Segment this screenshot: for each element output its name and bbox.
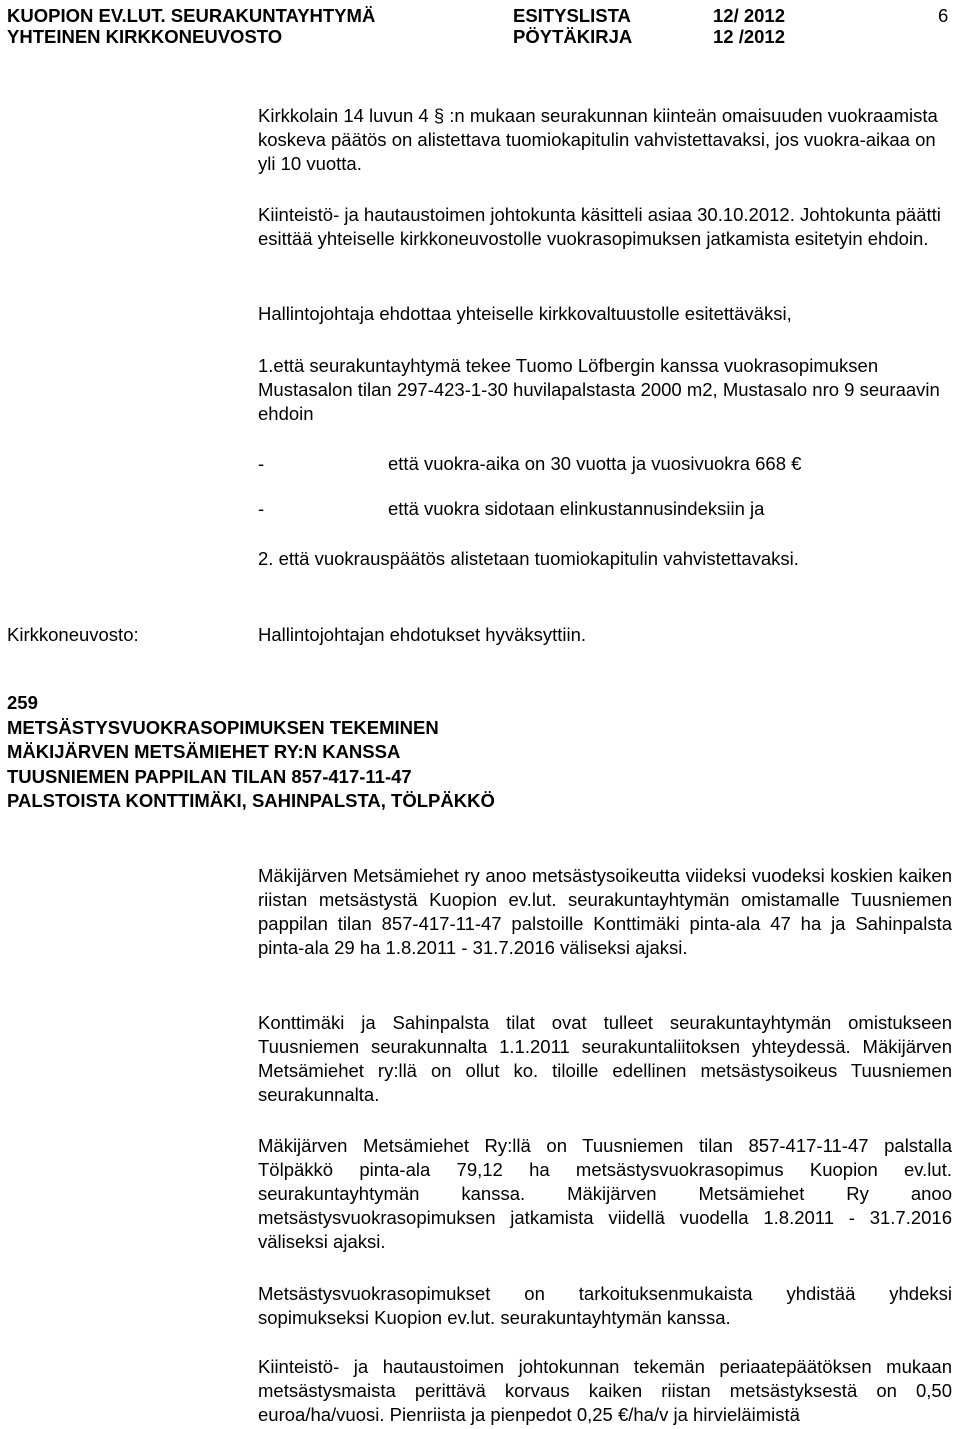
section-title-line: PALSTOISTA KONTTIMÄKI, SAHINPALSTA, TÖLPÄKKÖ	[7, 790, 495, 811]
section-paragraph-ownership	[258, 1011, 952, 1107]
header-org-line2: YHTEINEN KIRKKONEUVOSTO	[7, 26, 283, 47]
dash-marker: -	[258, 453, 265, 474]
paragraph-lease-item-2: 2. että vuokrauspäätös alistetaan tuomiokapitulin vahvistettavaksi.	[258, 548, 799, 569]
header-org-line1: KUOPION EV.LUT. SEURAKUNTAYHTYMÄ	[7, 5, 376, 26]
header-doc-line1: ESITYSLISTA	[513, 5, 631, 26]
dash-item-text: että vuokra sidotaan elinkustannusindeksiin ja	[388, 498, 765, 519]
decision-label: Kirkkoneuvosto:	[7, 624, 139, 645]
decision-text: Hallintojohtajan ehdotukset hyväksyttiin.	[258, 624, 587, 645]
section-paragraph-existing-lease	[258, 1134, 952, 1254]
paragraph-board-meeting	[258, 203, 952, 251]
header-organization	[7, 5, 375, 47]
section-title-line: MÄKIJÄRVEN METSÄMIEHET RY:N KANSSA	[7, 741, 401, 762]
header-num-line2: 12 /2012	[713, 26, 786, 47]
dash-item-text: että vuokra-aika on 30 vuotta ja vuosivuokra 668 €	[388, 453, 802, 474]
section-paragraph-compensation	[258, 1355, 952, 1427]
paragraph-text: Kiinteistö- ja hautaustoimen johtokunta käsitteli asiaa 30.10.2012. Johtokunta päätti esittää yhteiselle kirkkoneuvostolle vuokrasopimuksen jatkamista esitetyin ehdoin.	[258, 204, 941, 249]
section-title-line: METSÄSTYSVUOKRASOPIMUKSEN TEKEMINEN	[7, 716, 439, 738]
header-doc-line2: PÖYTÄKIRJA	[513, 26, 633, 47]
paragraph-text: Kiinteistö- ja hautaustoimen johtokunnan tekemän periaatepäätöksen mukaan metsästysmaista perittävä korvaus kaiken riistan metsästyksestä on 0,50 euroa/ha/vuosi. Pienriista ja pienpedot 0,25 €/ha/v ja hirvieläimistä	[258, 1356, 952, 1425]
header-num-line1: 12/ 2012	[713, 5, 786, 26]
paragraph-church-law	[258, 104, 952, 176]
paragraph-text: Mäkijärven Metsämiehet Ry:llä on Tuusniemen tilan 857-417-11-47 palstalla Tölpäkkö pinta-ala 79,12 ha metsästysvuokrasopimus Kuopion ev.lut. seurakuntayhtymän kanssa. Mäkijärven Metsämiehet Ry anoo metsästysvuokrasopimuksen jatkamista viidellä vuodella 1.8.2011 - 31.7.2016 väliseksi ajaksi.	[258, 1135, 952, 1252]
section-paragraph-combine	[258, 1282, 952, 1330]
paragraph-text: Mäkijärven Metsämiehet ry anoo metsästysoikeutta viideksi vuodeksi koskien kaiken riistan metsästystä Kuopion ev.lut. seurakuntayhtymän omistamalle Tuusniemen pappilan tilan 857-417-11-47 palstoille Konttimäki pinta-ala 47 ha ja Sahinpalsta pinta-ala 29 ha 1.8.2011 - 31.7.2016 väliseksi ajaksi.	[258, 865, 952, 958]
section-heading	[7, 691, 495, 814]
paragraph-text: Metsästysvuokrasopimukset on tarkoituksenmukaista yhdistää yhdeksi sopimukseksi Kuopion ev.lut. seurakuntayhtymän kanssa.	[258, 1283, 952, 1328]
page-number: 6	[938, 5, 949, 26]
header-document-type	[513, 5, 632, 47]
section-title-line: TUUSNIEMEN PAPPILAN TILAN 857-417-11-47	[7, 765, 412, 787]
section-number: 259	[7, 692, 38, 713]
paragraph-text: 1.että seurakuntayhtymä tekee Tuomo Löfbergin kanssa vuokrasopimuksen Mustasalon tilan 297-423-1-30 huvilapalstasta 2000 m2, Mustasalo nro 9 seuraavin ehdoin	[258, 355, 940, 424]
dash-marker: -	[258, 498, 265, 519]
header-meeting-number	[713, 5, 785, 47]
section-paragraph-application	[258, 864, 952, 960]
paragraph-proposal-intro: Hallintojohtaja ehdottaa yhteiselle kirkkovaltuustolle esitettäväksi,	[258, 303, 792, 324]
paragraph-text: Konttimäki ja Sahinpalsta tilat ovat tulleet seurakuntayhtymän omistukseen Tuusniemen seurakunnalta 1.1.2011 seurakuntaliitoksen yhteydessä. Mäkijärven Metsämiehet ry:llä on ollut ko. tiloille edellinen metsästysoikeus Tuusniemen seurakunnalta.	[258, 1012, 952, 1105]
paragraph-lease-item-1	[258, 354, 952, 426]
paragraph-text: Kirkkolain 14 luvun 4 § :n mukaan seurakunnan kiinteän omaisuuden vuokraamista koskeva päätös on alistettava tuomiokapitulin vahvistettavaksi, jos vuokra-aikaa on yli 10 vuotta.	[258, 105, 938, 174]
